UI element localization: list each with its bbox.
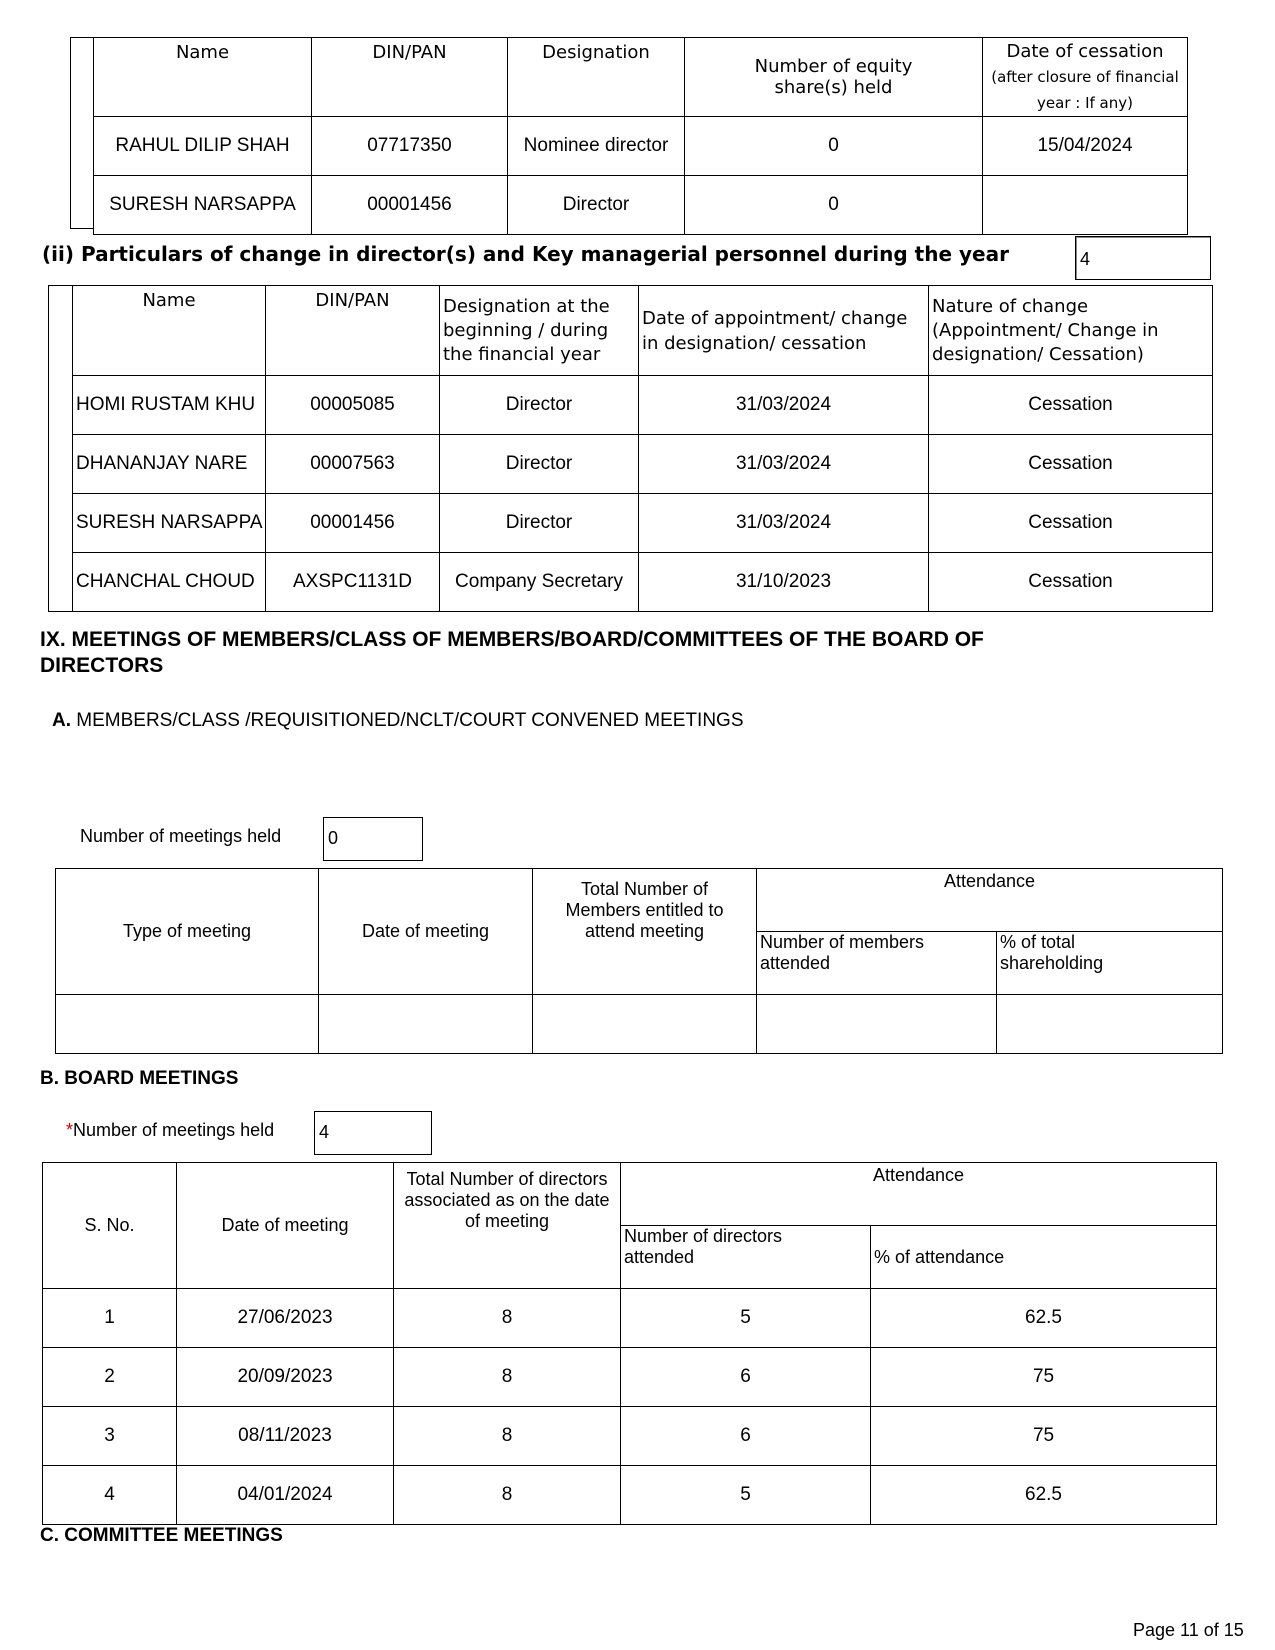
table-margin-strip (70, 37, 93, 229)
col-header-name: Name (94, 38, 312, 117)
empty-cell (319, 995, 533, 1054)
table-margin-strip (48, 285, 72, 612)
cessation-table (93, 37, 1188, 235)
cessation-date-label: Date of cessation (1006, 41, 1164, 62)
change-table (72, 285, 1213, 612)
cell-name: SURESH NARSAPPA (73, 494, 266, 553)
table-row (94, 117, 1188, 176)
cell-shares: 0 (685, 176, 983, 235)
col-header-cessation-date (983, 38, 1188, 117)
cell-date: 20/09/2023 (177, 1348, 394, 1407)
col-header-type: Type of meeting (56, 869, 319, 995)
members-count-field[interactable]: 0 (323, 817, 423, 861)
cell-pct: 62.5 (871, 1466, 1217, 1525)
cell-total: 8 (394, 1407, 621, 1466)
cell-total: 8 (394, 1466, 621, 1525)
col-header-date: Date of appointment/ change in designation/ cessation (639, 286, 929, 376)
cell-date: 31/10/2023 (639, 553, 929, 612)
members-meetings-heading (52, 710, 744, 732)
col-header-shares: Number of equity share(s) held (685, 38, 983, 117)
cell-designation: Director (440, 376, 639, 435)
cell-name: CHANCHAL CHOUD (73, 553, 266, 612)
members-meetings-table (55, 868, 1223, 1054)
col-header-nature: Nature of change (Appointment/ Change in designation/ Cessation) (929, 286, 1213, 376)
empty-cell (997, 995, 1223, 1054)
col-header-total-directors: Total Number of directors associated as on the date of meeting (394, 1163, 621, 1289)
cell-designation: Director (508, 176, 685, 235)
cell-din: 00005085 (266, 376, 440, 435)
col-header-attendance: Attendance (757, 869, 1223, 932)
cessation-date-note: (after closure of financial year : If any) (991, 68, 1179, 112)
cell-designation: Director (440, 494, 639, 553)
cell-din: 00001456 (312, 176, 508, 235)
cell-date: 31/03/2024 (639, 494, 929, 553)
cell-date: 27/06/2023 (177, 1289, 394, 1348)
col-header-sno: S. No. (43, 1163, 177, 1289)
cell-attended: 5 (621, 1289, 871, 1348)
page-number: Page 11 of 15 (1133, 1620, 1244, 1640)
required-mark: * (66, 1120, 74, 1140)
col-header-din: DIN/PAN (266, 286, 440, 376)
cell-date: 31/03/2024 (639, 435, 929, 494)
board-count-label-wrap (66, 1120, 274, 1141)
members-meetings-label: MEMBERS/CLASS /REQUISITIONED/NCLT/COURT CONVENED MEETINGS (76, 710, 744, 731)
col-header-designation: Designation at the beginning / during the financial year (440, 286, 639, 376)
empty-cell (56, 995, 319, 1054)
cell-attended: 5 (621, 1466, 871, 1525)
members-count-label: Number of meetings held (80, 826, 282, 846)
change-section-title: (ii) Particulars of change in director(s) and Key managerial personnel during the year (42, 242, 1009, 266)
col-header-members-attended: Number of members attended (757, 932, 997, 995)
table-row (43, 1348, 1217, 1407)
members-meetings-letter: A. (52, 710, 71, 731)
committee-meetings-heading: C. COMMITTEE MEETINGS (40, 1525, 283, 1546)
board-meetings-heading: B. BOARD MEETINGS (40, 1068, 239, 1089)
table-row (43, 1407, 1217, 1466)
table-row (43, 1289, 1217, 1348)
cell-designation: Company Secretary (440, 553, 639, 612)
cell-designation: Director (440, 435, 639, 494)
meetings-section-title: IX. MEETINGS OF MEMBERS/CLASS OF MEMBERS/BOARD/COMMITTEES OF THE BOARD OF DIRECTORS (40, 628, 984, 677)
cell-shares: 0 (685, 117, 983, 176)
col-header-name: Name (73, 286, 266, 376)
table-row (73, 494, 1213, 553)
change-count-field[interactable]: 4 (1075, 236, 1211, 280)
cell-date: 04/01/2024 (177, 1466, 394, 1525)
cell-din: 00001456 (266, 494, 440, 553)
board-count-label: Number of meetings held (73, 1120, 275, 1140)
cell-pct: 62.5 (871, 1289, 1217, 1348)
table-row (94, 176, 1188, 235)
cell-name: RAHUL DILIP SHAH (94, 117, 312, 176)
cell-din: 07717350 (312, 117, 508, 176)
col-header-directors-attended: Number of directors attended (621, 1226, 871, 1289)
col-header-attendance: Attendance (621, 1163, 1217, 1226)
cell-pct: 75 (871, 1348, 1217, 1407)
cell-designation: Nominee director (508, 117, 685, 176)
table-row (73, 435, 1213, 494)
col-header-din: DIN/PAN (312, 38, 508, 117)
cell-nature: Cessation (929, 376, 1213, 435)
cell-date: 08/11/2023 (177, 1407, 394, 1466)
cell-sno: 1 (43, 1289, 177, 1348)
table-row (73, 553, 1213, 612)
col-header-date: Date of meeting (319, 869, 533, 995)
cell-name: DHANANJAY NARE (73, 435, 266, 494)
cell-date: 15/04/2024 (983, 117, 1188, 176)
cell-din: AXSPC1131D (266, 553, 440, 612)
table-row (73, 376, 1213, 435)
board-meetings-table (42, 1162, 1217, 1525)
cell-sno: 3 (43, 1407, 177, 1466)
cell-attended: 6 (621, 1407, 871, 1466)
col-header-designation: Designation (508, 38, 685, 117)
cell-total: 8 (394, 1348, 621, 1407)
cell-attended: 6 (621, 1348, 871, 1407)
col-header-shareholding-pct: % of total shareholding (997, 932, 1223, 995)
cell-sno: 4 (43, 1466, 177, 1525)
cell-name: HOMI RUSTAM KHU (73, 376, 266, 435)
col-header-total-members: Total Number of Members entitled to attend meeting (533, 869, 757, 995)
board-count-field[interactable]: 4 (314, 1111, 432, 1155)
empty-cell (533, 995, 757, 1054)
empty-cell (757, 995, 997, 1054)
col-header-attendance-pct: % of attendance (871, 1226, 1217, 1289)
table-row (56, 995, 1223, 1054)
table-row (43, 1466, 1217, 1525)
cell-din: 00007563 (266, 435, 440, 494)
cell-date (983, 176, 1188, 235)
cell-nature: Cessation (929, 494, 1213, 553)
cell-nature: Cessation (929, 553, 1213, 612)
cell-name: SURESH NARSAPPA (94, 176, 312, 235)
cell-date: 31/03/2024 (639, 376, 929, 435)
col-header-date: Date of meeting (177, 1163, 394, 1289)
cell-pct: 75 (871, 1407, 1217, 1466)
cell-nature: Cessation (929, 435, 1213, 494)
cell-sno: 2 (43, 1348, 177, 1407)
cell-total: 8 (394, 1289, 621, 1348)
